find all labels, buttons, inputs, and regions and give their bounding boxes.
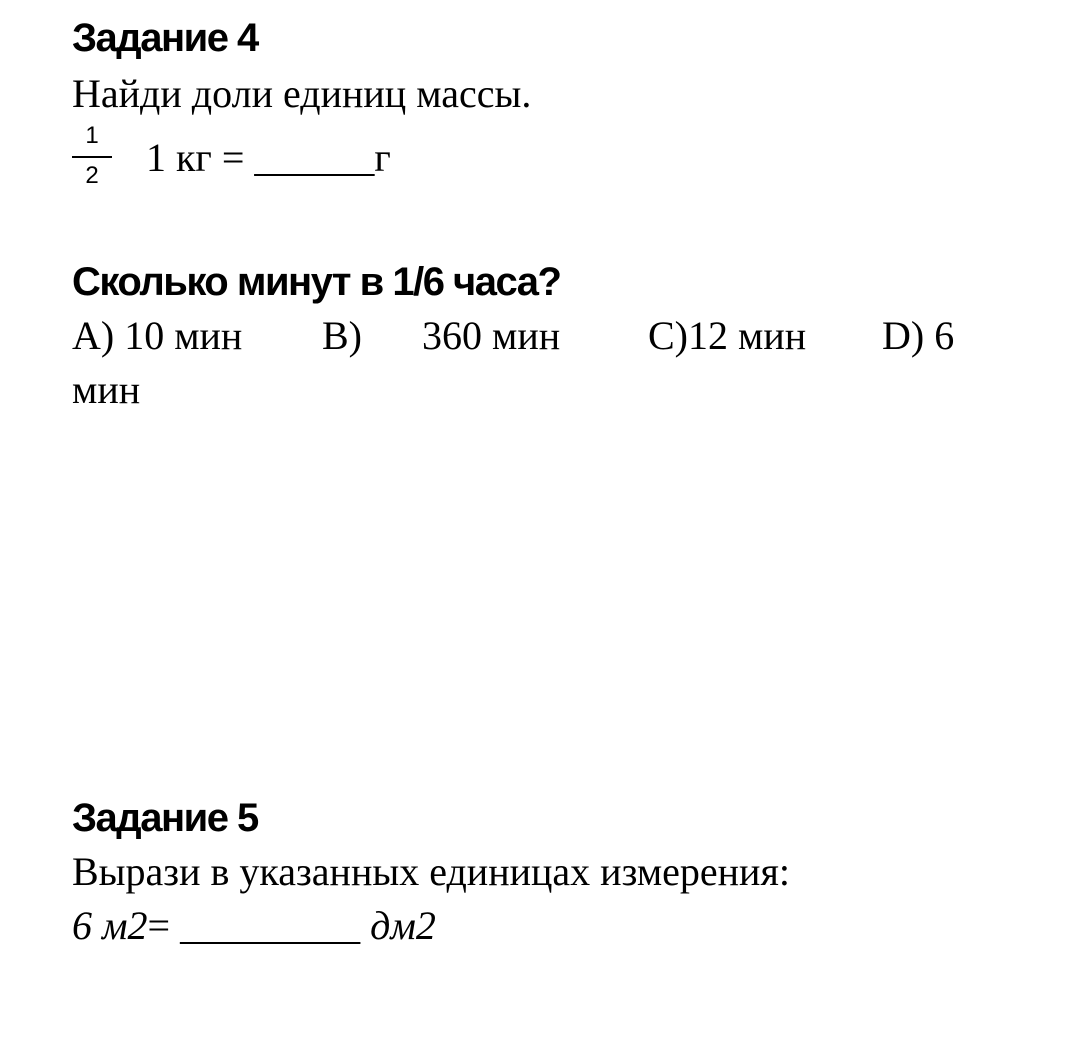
task5-instruction: Вырази в указанных единицах измерения: (72, 849, 790, 894)
fraction-denominator: 2 (85, 162, 99, 189)
option-a: А) 10 мин (72, 313, 243, 358)
equation-blank: = _________ (147, 903, 361, 948)
question-text: Сколько минут в 1/6 часа? (72, 260, 561, 304)
task4-instruction: Найди доли единиц массы. (72, 71, 532, 116)
fraction-bar (72, 156, 112, 158)
option-b-value: 360 мин (422, 313, 561, 358)
task4-equation: 1 кг = ______г (146, 135, 391, 180)
option-b: В) (322, 313, 362, 358)
task4-title: Задание 4 (72, 16, 258, 60)
option-d-continuation: мин (72, 367, 141, 412)
option-d: D) 6 (882, 313, 955, 358)
option-c: С)12 мин (648, 313, 807, 358)
task5-equation (72, 903, 436, 948)
task5-title: Задание 5 (72, 796, 258, 840)
equation-right: дм2 (370, 903, 436, 948)
fraction-numerator: 1 (85, 122, 99, 149)
equation-left: 6 м2 (72, 903, 148, 948)
